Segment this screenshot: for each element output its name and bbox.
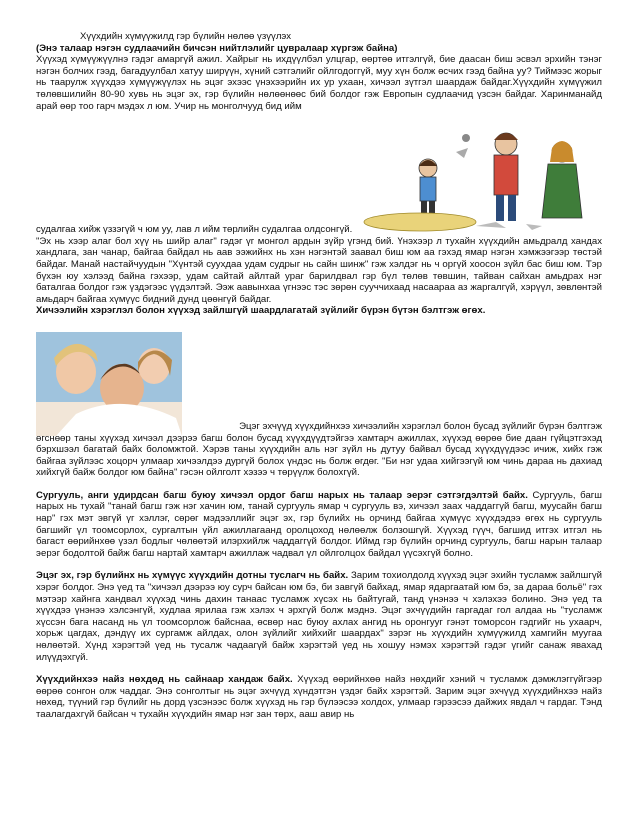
- heading-school-supplies: Хичээлийн хэрэглэл болон хүүхэд зайлшгүй шаардлагатай зүйлийг бүрэн бүтэн бэлтгэж өгөх.: [36, 305, 486, 317]
- heading-friends: Хүүхдийнхээ найз нөхдөд нь сайнаар хандаж байх.: [36, 674, 293, 686]
- paragraph-helper: Эцэг эх, гэр бүлийнх нь хүмүүс хүүхдийн дотны туслагч нь байх. Зарим тохиолдолд хүүхэд эцэг эхийн тусламж зайлшгүй хэрэг болдог. Энэ үед та "хичээл дээрээ юу сурч байсан юм бэ, би завгүй байхад, ямар ядаргаатай юм бэ, за дараа больё" гэх мэтээр хайнга хандвал хүүхэд чинь дахин танаас тусламж хүсэх нь байтугай, танд үнэнээ ч хэлэхээ болино. Энэ үед та хүүхдээ үнэнээ хэлсэнгүй, худлаа ярилаа гэж хэлэх ч эрхгүй болж мэднэ. Эцэг эхчүүдийн гаргадаг гол алдаа нь "тусламж хүссэн бага насанд нь үл тоомсорлож байснаа, өсвөр нас буюу ахлах ангид нь оронгууг гэнэт томорсон гэдгийг нь ухаарч, хорьж цагдах, дэндүү их сургамж айлдах, олон зүйлийг хийхийг шаардах" зэрэг нь хүүхдийн хүмүүжилд хамгийн муугаа нөлөөтэй. Хүнд хэрэгтэй үед нь тусалж чадаагүй байж хэрэгтэй үед нь хошуу нэмэх хэрэгтэй гэдэг үгийг санаж явахад илүүдэхгүй.: [36, 570, 602, 663]
- article-subtitle: (Энэ талаар нэгэн судлаачийн бичсэн нийтлэлийг цувралаар хүргэж байна): [36, 42, 398, 54]
- paragraph-teacher: Сургууль, анги удирдсан багш буюу хичээл ордог багш нарых нь талаар эерэг сэтгэгдэлтэй байх. Сургууль, багш нарых нь тухай "танай багш гэж нэг хачин юм, танай сургууль ямар ч сургууль вэ, хичээл заах чаддаггүй багш, муусайн багш нар" гэх мэт эвгүй үг хэллэг, сөрөг мэдээллийг эцэг эх, гэр бүлийх нь орчинд байгаа хүмүүс хүүхдэдээ өгөх нь сургууль багшийг үл тоомсорлох, сургалтын үйл ажиллагаанд оролцоход нөлөөлж болзошгүй. Хүүхэд гүүч, багшид итгэх итгэл нь багаст өөрийнхөө үзэл бодлыг чөлөөтэй илэрхийлж чаддаггүй болдог. Иймд гэр бүлийн орчинд сургууль, багш нарын талаар эерэг бодолтой байж багш нартай хамтарч ажиллаж чадвал үл ойлголцох байдал үүсэхгүй болно.: [36, 489, 602, 559]
- paragraph-friends: Хүүхдийнхээ найз нөхдөд нь сайнаар хандаж байх. Хүүхэд өөрийнхөө найз нөхдийг хэний ч тусламж дэмжлэггүйгээр өөрөө сонгон олж чаддаг. Энэ сонголтыг нь эцэг эхчүүд хүндэтгэн үздэг байх хэрэгтэй. Зарим эцэг эхчүүд хүүхдийнхээ найз нөхөд, түүний гэр бүлийг нь дорд үзсэнээс болж хүүхэд нь гэр бүлээсээ холдох, улмаар гэрээсээ дайжих явдал ч гардаг. Тэнд таалагдахгүй байсан ч тухайн хүүхдийн ямар нэг зан төрх, ааш авир нь: [36, 674, 602, 720]
- paragraph-intro: Хүүхэд хүмүүжүүлнэ гэдэг амаргүй ажил. Хайрыг нь ихдүүлбэл улцгар, өөртөө итгэлгүй, бие даасан биш эсвэл эрхийн тэнэг нэгэн болчих гээд, багадуулбал хатуу ширүүн, хүний сэтгэлийг ойлгодоггүй, муу хүн болж өсчих гээд байна уу? Тиймээс жорыг нь таарулж хүүхдээ хүмүүжүүлэх нь эцэг эхээс үнэхээрийн их ур ухаан, хичээл зүтгэл шаардаж байдаг.Хүүхдийн хүмүүжил төлөвшилийн 80-90 хувь нь эцэг эх, гэр бүлийн нөлөөнөөс бий болдог гэж Европын судлаачид үзсэн байдаг. Харинманайд арай өөр тоо гарч мэдэх л юм. Учир нь монголчууд бид ийм: [36, 54, 602, 112]
- paragraph-intro-end: судалгаа хийж үззэгүй ч юм уу, лав л ийм төрлийн судалгаа олдсонгүй.: [36, 224, 353, 236]
- photo-spacer: [36, 317, 602, 421]
- article-body: [36, 0, 602, 721]
- paragraph-supplies: өгснөөр таны хүүхэд хичээл дээрээ багш болон бусад хүүхдүүдтэйгээ хамтарч ажиллах, хүүхэд өөрөө бие даан гүйцэтгэхэд бэрхшээл багатай байх боломжтой. Хэрэв таны хүүхдийн аль нэг зүйл нь дутуу байвал бусад хүүхдүүдээс ичиж, хийх гэж байгаа зүйлээс хоцорч улмаар хичээлдээ дургүй болох үндэс нь болж өгдөг. "Би нэг удаа хийгээгүй юм чинь дараа нь дахиад хийхгүй байж болдог юм байна" гэсэн ойлголт хэзээ ч төрүүлж болохгүй.: [36, 432, 602, 479]
- heading-helper: Эцэг эх, гэр бүлийнх нь хүмүүс хүүхдийн дотны туслагч нь байх.: [36, 570, 349, 582]
- article-title: Хүүхдийн хүмүүжилд гэр бүлийн нөлөө үзүүлэх: [80, 31, 291, 42]
- illustration-spacer: [36, 112, 602, 224]
- paragraph-supplies-first: Эцэг эхчүүд хүүхдийнхээ хичээлийн хэрэглэл болон бусад зүйлийг бүрэн бэлтгэж: [239, 420, 602, 432]
- heading-teacher: Сургууль, анги удирдсан багш буюу хичээл ордог багш нарых нь талаар эерэг сэтгэгдэлтэй байх.: [36, 489, 528, 501]
- paragraph-proverb: "Эх нь хээр алаг бол хүү нь шийр алаг" гэдэг үг монгол ардын зүйр үгэнд бий. Үнэхээр л тухайн хүүхдийн амьдралд хандах хандлага, зан чанар, байгаа байдал нь аав ээжийнх нь хэн нэгэнтэй заавал биш юм аа гэхэд ямар нэгэн хэмжээгээр төстэй байдаг. Манай настайчуудын "Хүнтэй суухдаа удам судрыг нь сайн шинж" гэж хэлдэг нь ч оргүй хоосон зүйл бас биш юм. Тэр бүхэн юу хэлээд байна гэхээр, удам сайтай айлтай ураг барилдвал гэр бүл төлөв төвшин, тайван сайхан амьдрах нэг баталгаа болдог гэж үздэгээс үүдэлтэй. Ээж аавынхаа үгнээс тэс зөрөн сууччихаад насаараа аз жаргалгүй, хэрүүл, зөвлөнтэй амьдарч байгаа хүмүүс бидний дунд цөөнгүй байдаг.: [36, 235, 602, 305]
